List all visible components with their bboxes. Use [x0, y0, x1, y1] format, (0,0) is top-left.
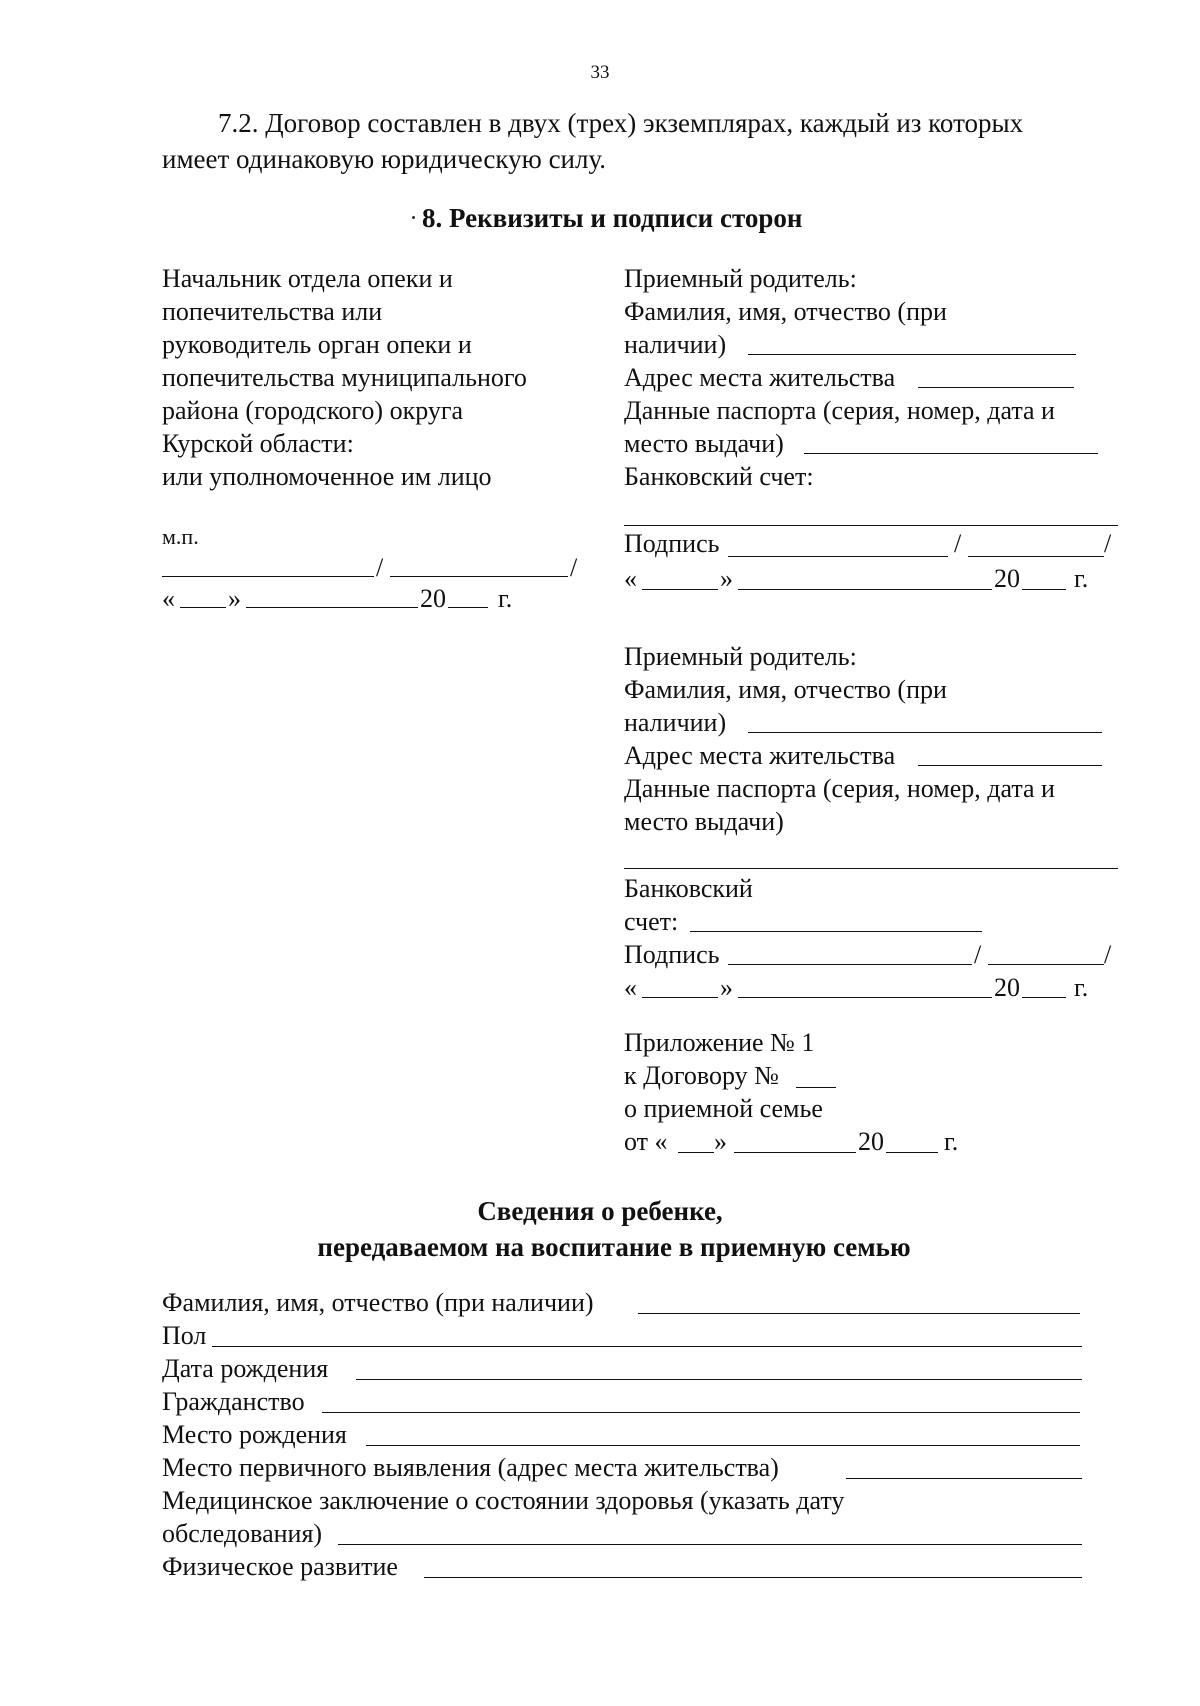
child-field-physical-line [424, 1577, 1082, 1578]
child-field-fio-line [638, 1313, 1080, 1314]
parent1-date-open: « [624, 564, 637, 593]
appendix-year-suffix: г. [944, 1127, 959, 1156]
parent2-passport-field [624, 868, 1118, 869]
clause-line-2: имеет одинаковую юридическую силу. [162, 144, 607, 174]
authority-month-line [246, 607, 418, 608]
appendix-line-1: Приложение № 1 [624, 1028, 815, 1057]
parent2-date-close: » [720, 973, 733, 1002]
authority-year: 20 [420, 584, 446, 613]
child-field-citizenship-line [322, 1412, 1080, 1413]
parent2-year: 20 [994, 973, 1020, 1002]
appendix-day-field [678, 1152, 714, 1153]
parent1-signature-label: Подпись [624, 529, 720, 558]
parent1-month-field [738, 589, 992, 590]
parent1-passport-label: Данные паспорта (серия, номер, дата и [624, 396, 1055, 425]
parent1-year: 20 [994, 564, 1020, 593]
child-field-fio: Фамилия, имя, отчество (при наличии) [162, 1288, 594, 1317]
parent1-address-field [918, 387, 1074, 388]
child-field-detection-place-line [846, 1478, 1082, 1479]
parent2-passport-label: Данные паспорта (серия, номер, дата и [624, 774, 1055, 803]
parent2-slash-end: / [1104, 940, 1112, 969]
parent1-signature-field [728, 556, 948, 557]
authority-line: или уполномоченное им лицо [162, 462, 492, 491]
authority-line: района (городского) округа [162, 396, 464, 425]
parent2-slash: / [974, 940, 982, 969]
authority-signature-line [162, 576, 374, 577]
appendix-line-3: о приемной семье [624, 1094, 823, 1123]
parent1-slash: / [954, 529, 962, 558]
child-field-medical: Медицинское заключение о состоянии здоровья (указать дату [162, 1486, 845, 1515]
appendix-month-field [734, 1152, 856, 1153]
appendix-year: 20 [858, 1127, 884, 1156]
parent2-title: Приемный родитель: [624, 642, 857, 671]
parent1-fio-label: Фамилия, имя, отчество (при [624, 297, 947, 326]
child-field-physical: Физическое развитие [162, 1552, 398, 1581]
child-field-citizenship: Гражданство [162, 1387, 305, 1416]
section-heading: 8. Реквизиты и подписи сторон [422, 203, 803, 233]
parent1-title: Приемный родитель: [624, 264, 857, 293]
child-field-birthdate: Дата рождения [162, 1354, 329, 1383]
authority-line: Курской области: [162, 429, 354, 458]
appendix-year-field [886, 1152, 938, 1153]
authority-name-line [390, 576, 568, 577]
appendix-date-close: » [714, 1127, 727, 1156]
parent1-passport-field [804, 453, 1098, 454]
parent1-fio-label-2: наличии) [624, 330, 727, 359]
parent2-name-field [988, 964, 1104, 965]
child-field-birthplace: Место рождения [162, 1420, 347, 1449]
parent2-bank-label: Банковский [624, 874, 753, 903]
authority-line: руководитель орган опеки и [162, 330, 472, 359]
authority-line: попечительства муниципального [162, 363, 527, 392]
parent1-bank-label: Банковский счет: [624, 462, 814, 491]
child-field-medical-line [338, 1544, 1082, 1545]
appendix-line-2: к Договору № [624, 1061, 779, 1090]
child-field-medical-2: обследования) [162, 1519, 323, 1548]
parent2-day-field [642, 997, 718, 998]
parent1-day-field [642, 589, 718, 590]
parent2-address-label: Адрес места жительства [624, 741, 896, 770]
parent1-year-field [1022, 589, 1066, 590]
stamp-placeholder: м.п. [162, 524, 199, 549]
parent1-bank-field [624, 525, 1118, 526]
authority-day-line [180, 607, 226, 608]
parent2-fio-label-2: наличии) [624, 708, 727, 737]
child-field-sex: Пол [162, 1321, 207, 1350]
child-field-sex-line [212, 1346, 1082, 1347]
parent2-date-open: « [624, 973, 637, 1002]
appendix-date-prefix: от « [624, 1127, 668, 1156]
parent1-fio-field [748, 354, 1076, 355]
parent2-address-field [918, 765, 1102, 766]
authority-date-close: » [228, 584, 241, 613]
parent2-month-field [738, 997, 992, 998]
parent2-signature-label: Подпись [624, 940, 720, 969]
appendix-contract-number-field [796, 1087, 836, 1088]
clause-line-1: 7.2. Договор составлен в двух (трех) экземплярах, каждый из которых [218, 108, 1024, 138]
child-field-birthdate-line [356, 1379, 1082, 1380]
parent2-year-suffix: г. [1074, 973, 1089, 1002]
parent2-passport-label-2: место выдачи) [624, 807, 784, 836]
child-field-detection-place: Место первичного выявления (адрес места жительства) [162, 1453, 779, 1482]
child-heading-1: Сведения о ребенке, [477, 1196, 723, 1226]
authority-slash-end: / [570, 553, 578, 582]
authority-year-suffix: г. [498, 584, 513, 613]
parent1-date-close: » [720, 564, 733, 593]
parent2-bank-label-2: счет: [624, 907, 679, 936]
parent1-slash-end: / [1104, 529, 1112, 558]
authority-date-open: « [162, 584, 175, 613]
authority-line: Начальник отдела опеки и [162, 264, 453, 293]
parent2-signature-field [728, 964, 972, 965]
authority-line: попечительства или [162, 297, 383, 326]
scan-speck [412, 216, 415, 219]
parent2-year-field [1022, 997, 1066, 998]
authority-year-line [448, 607, 488, 608]
child-heading-2: передаваемом на воспитание в приемную семью [317, 1232, 911, 1262]
authority-slash: / [376, 553, 384, 582]
page-number: 33 [590, 62, 610, 83]
parent1-passport-label-2: место выдачи) [624, 429, 784, 458]
parent2-bank-field [690, 931, 982, 932]
parent1-name-field [968, 556, 1104, 557]
parent1-year-suffix: г. [1074, 564, 1089, 593]
parent1-address-label: Адрес места жительства [624, 363, 896, 392]
child-field-birthplace-line [366, 1445, 1080, 1446]
parent2-fio-field [748, 732, 1102, 733]
parent2-fio-label: Фамилия, имя, отчество (при [624, 675, 947, 704]
